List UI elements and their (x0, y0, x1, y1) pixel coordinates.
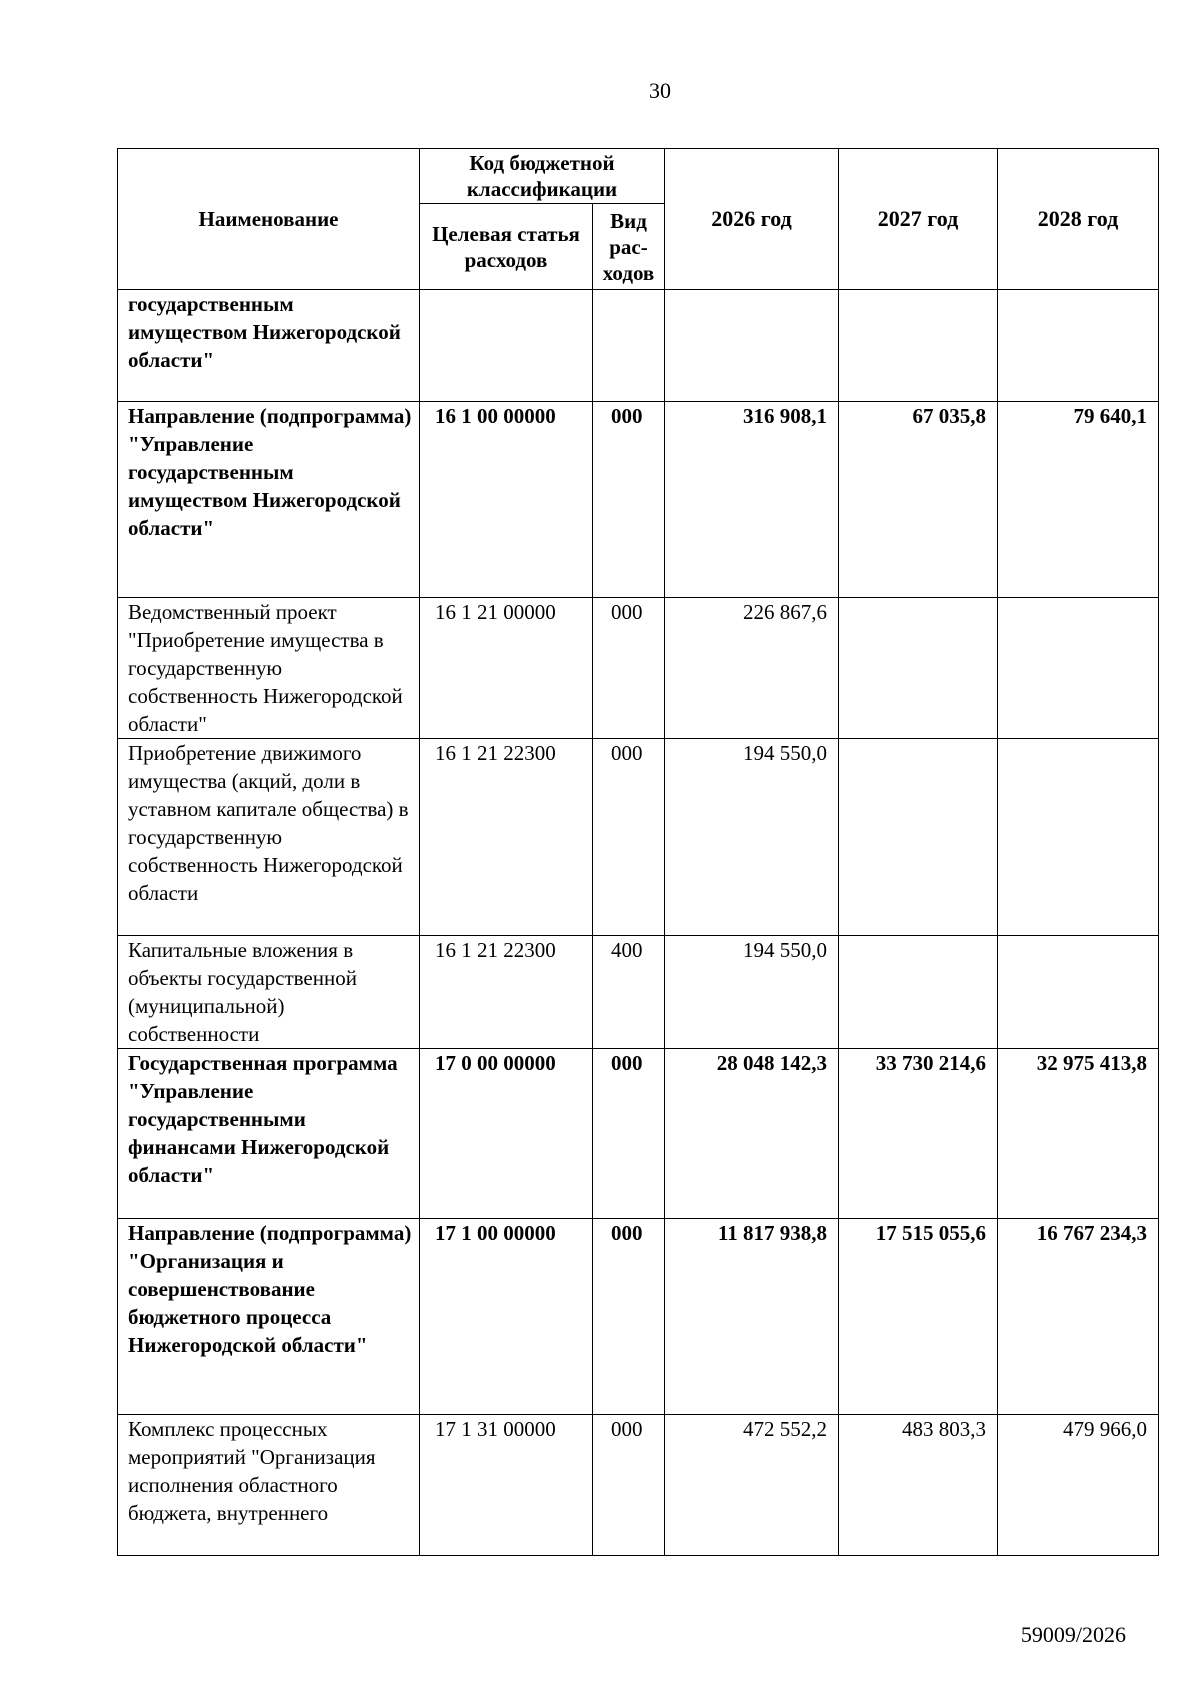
row-kind: 000 (593, 739, 665, 936)
row-name: Комплекс процессных мероприятий "Организация исполнения областного бюджета, внутреннего (118, 1415, 420, 1556)
row-target: 17 1 31 00000 (420, 1415, 593, 1556)
row-target: 16 1 21 00000 (420, 598, 593, 739)
row-2026 (665, 290, 839, 402)
row-name: государственным имуществом Нижегородской области" (118, 290, 420, 402)
row-kind: 000 (593, 598, 665, 739)
row-target: 16 1 21 22300 (420, 739, 593, 936)
row-target: 16 1 21 22300 (420, 936, 593, 1049)
row-2027 (839, 290, 998, 402)
row-2027 (839, 598, 998, 739)
page-number: 30 (649, 78, 671, 103)
header-code-group: Код бюджетной классификации (420, 149, 665, 204)
row-target: 17 1 00 00000 (420, 1219, 593, 1415)
table-row (118, 290, 1159, 402)
row-2027: 33 730 214,6 (839, 1049, 998, 1219)
row-2028 (998, 290, 1159, 402)
table-row (118, 739, 1159, 936)
row-kind: 000 (593, 402, 665, 598)
row-2026: 194 550,0 (665, 936, 839, 1049)
budget-table (117, 148, 1159, 1556)
row-2026: 11 817 938,8 (665, 1219, 839, 1415)
header-name: Наименование (118, 149, 420, 290)
row-2027: 483 803,3 (839, 1415, 998, 1556)
row-2028: 16 767 234,3 (998, 1219, 1159, 1415)
row-2028: 79 640,1 (998, 402, 1159, 598)
row-name: Капитальные вложения в объекты государственной (муниципальной) собственности (118, 936, 420, 1049)
row-name: Направление (подпрограмма) "Организация и совершенствование бюджетного процесса Нижегородской области" (118, 1219, 420, 1415)
row-2028 (998, 739, 1159, 936)
row-name: Приобретение движимого имущества (акций, доли в уставном капитале общества) в государственную собственность Нижегородской области (118, 739, 420, 936)
row-2026: 28 048 142,3 (665, 1049, 839, 1219)
header-target-article: Целевая статья расходов (420, 204, 593, 290)
row-name: Ведомственный проект "Приобретение имущества в государственную собственность Нижегородской области" (118, 598, 420, 739)
row-2026: 316 908,1 (665, 402, 839, 598)
table-row (118, 1219, 1159, 1415)
header-year-2027: 2027 год (839, 149, 998, 290)
row-name: Направление (подпрограмма) "Управление государственным имуществом Нижегородской области" (118, 402, 420, 598)
row-2028: 479 966,0 (998, 1415, 1159, 1556)
row-2027 (839, 739, 998, 936)
table-row (118, 598, 1159, 739)
table-row (118, 402, 1159, 598)
header-year-2026: 2026 год (665, 149, 839, 290)
header-expense-kind: Вид рас-ходов (593, 204, 665, 290)
row-kind: 000 (593, 1219, 665, 1415)
row-2028 (998, 598, 1159, 739)
row-2028: 32 975 413,8 (998, 1049, 1159, 1219)
row-name: Государственная программа "Управление государственными финансами Нижегородской области" (118, 1049, 420, 1219)
row-2026: 472 552,2 (665, 1415, 839, 1556)
row-kind: 000 (593, 1415, 665, 1556)
row-target: 17 0 00 00000 (420, 1049, 593, 1219)
table-row (118, 936, 1159, 1049)
row-2027 (839, 936, 998, 1049)
row-kind: 400 (593, 936, 665, 1049)
table-row (118, 1415, 1159, 1556)
document-registration-number: 59009/2026 (1020, 1622, 1126, 1647)
row-kind: 000 (593, 1049, 665, 1219)
row-2027: 67 035,8 (839, 402, 998, 598)
row-target: 16 1 00 00000 (420, 402, 593, 598)
row-2026: 194 550,0 (665, 739, 839, 936)
table-row (118, 1049, 1159, 1219)
row-target (420, 290, 593, 402)
row-2028 (998, 936, 1159, 1049)
header-year-2028: 2028 год (998, 149, 1159, 290)
row-2027: 17 515 055,6 (839, 1219, 998, 1415)
row-2026: 226 867,6 (665, 598, 839, 739)
row-kind (593, 290, 665, 402)
